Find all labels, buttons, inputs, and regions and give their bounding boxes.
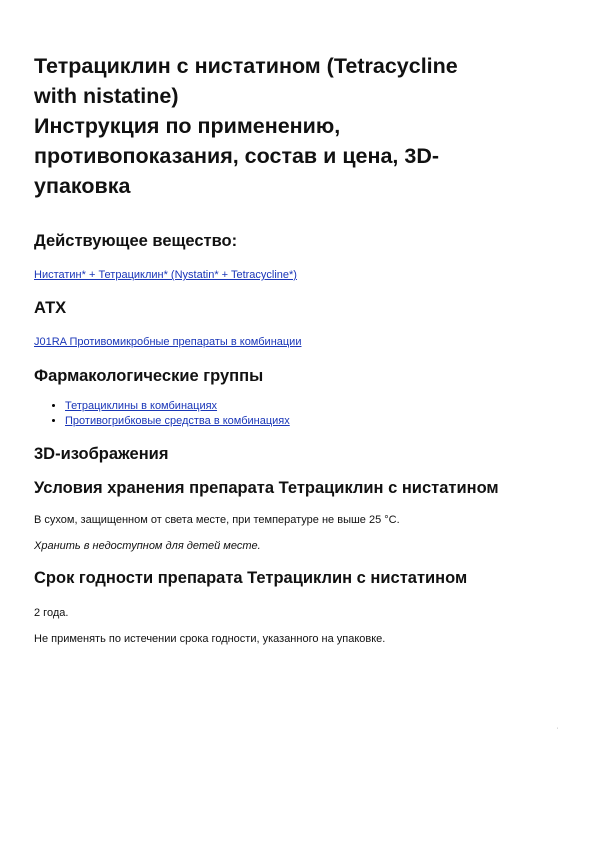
title-line: противопоказания, состав и цена, 3D- [34,144,440,168]
storage-note: Хранить в недоступном для детей месте. [34,540,261,552]
atx-heading: АТХ [34,299,67,317]
atx-link[interactable]: J01RA Противомикробные препараты в комбинации [34,336,302,348]
active-substance-section [34,231,564,283]
images-3d-heading: 3D-изображения [34,445,169,463]
storage-section [34,478,564,553]
active-substance-heading: Действующее вещество: [34,232,238,250]
corner-mark: ' [557,728,559,734]
title-line: упаковка [34,174,131,198]
storage-heading: Условия хранения препарата Тетрациклин с нистатином [34,479,499,497]
expiry-note: Не применять по истечении срока годности, указанного на упаковке. [34,633,386,645]
expiry-text: 2 года. [34,607,69,619]
list-item [65,399,564,414]
title-line: Тетрациклин с нистатином (Tetracycline [34,54,458,78]
document-content [34,51,564,646]
expiry-heading: Срок годности препарата Тетрациклин с нистатином [34,569,468,587]
active-substance-link[interactable]: Нистатин* + Тетрациклин* (Nystatin* + Tetracycline*) [34,269,297,281]
title-line: Инструкция по применению, [34,114,341,138]
pharm-group-link-antifungals[interactable]: Противогрибковые средства в комбинациях [65,414,290,427]
storage-text: В сухом, защищенном от света месте, при температуре не выше 25 °C. [34,514,400,526]
images-3d-section [34,444,564,464]
expiry-section [34,568,564,646]
pharm-groups-list [34,399,564,428]
page-title [34,51,564,201]
pharm-groups-heading: Фармакологические группы [34,367,264,385]
title-line: with nistatine) [34,84,179,108]
list-item [65,414,564,429]
atx-section [34,298,564,350]
pharm-group-link-tetracyclines[interactable]: Тетрациклины в комбинациях [65,400,218,412]
pharm-groups-section [34,366,564,428]
